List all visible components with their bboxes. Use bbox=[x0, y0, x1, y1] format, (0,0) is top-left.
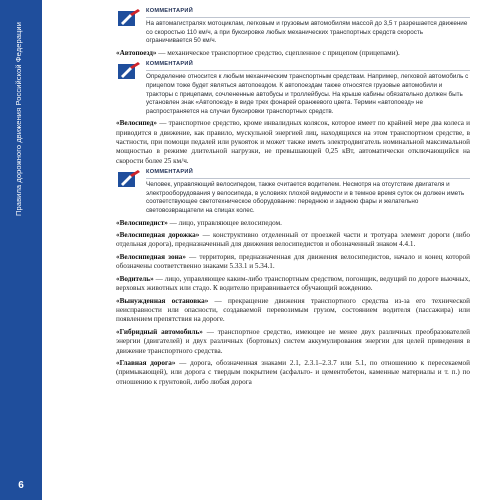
definition-text: — транспортное средство, кроме инвалидных колясок, которое имеет по крайней мере два колеса и приводится в движение, как правило, мускульной энергией лиц, находящихся на этом транспортном средстве, в частности, при помощи педалей или рукояток и может также иметь электродвигатель номинальной максимальной мощностью в режиме длительной нагрузки, не превышающей 0,25 кВт, автоматически отключающийся на скорости более 25 км/ч. bbox=[116, 119, 470, 165]
comment-text: Определение относится к любым механическим транспортным средствам. Например, легковой автомобиль с прицепом тоже будет являться автопоездом. К автопоездам также относятся грузовые автомобили и тракторы с прицепами, сочлененные автобусы и троллейбусы. На крыше кабины обязательно должен быть установлен знак «Автопоезд» в виде трех фонарей оранжевого цвета. Термин «автопоезд» не распространяется на случаи буксировки транспортных средств. bbox=[146, 73, 469, 115]
definition bbox=[116, 231, 470, 250]
definition bbox=[116, 253, 470, 272]
comment-label: КОММЕНТАРИЙ bbox=[146, 169, 470, 179]
definition-term: «Велосипедная зона» bbox=[116, 252, 186, 261]
definition-text: — лицо, управляющее каким-либо транспортным средством, погонщик, ведущий по дороге вьючных, верховых животных или стадо. К водителю приравнивается обучающий вождению. bbox=[116, 274, 470, 293]
definition bbox=[116, 49, 470, 58]
definition-text: — прекращение движения транспортного средства из-за его технической неисправности или опасности, создаваемой перевозимым грузом, состоянием водителя (пассажира) или появлением препятствия на дороге. bbox=[116, 296, 470, 324]
definition-term: «Водитель» bbox=[116, 274, 154, 283]
definition-text: — механическое транспортное средство, сцепленное с прицепом (прицепами). bbox=[156, 48, 400, 57]
definition-term: «Велосипедист» bbox=[116, 218, 168, 227]
definition bbox=[116, 328, 470, 356]
definition-term: «Вынужденная остановка» bbox=[116, 296, 209, 305]
page-number: 6 bbox=[18, 480, 24, 491]
definition-text: — дорога, обозначенная знаками 2.1, 2.3.1–2.3.7 или 5.1, по отношению к пересекаемой (примыкающей), или дорога с твердым покрытием (асфальто- и цементобетон, каменные материалы и т. п.) по отношению к грунтовой, либо любая дорога bbox=[116, 359, 470, 386]
definition bbox=[116, 119, 470, 165]
definition-text: — лицо, управляющее велосипедом. bbox=[167, 218, 282, 227]
definition bbox=[116, 297, 470, 325]
definition-text: — территория, предназначенная для движения велосипедистов, начало и конец которой обозначены соответственно знаками 5.33.1 и 5.34.1. bbox=[116, 252, 470, 271]
sidebar-strip bbox=[0, 0, 42, 500]
comment-box bbox=[116, 61, 470, 116]
comment-label: КОММЕНТАРИЙ bbox=[146, 61, 470, 71]
definition-text: — транспортное средство, имеющее не менее двух различных преобразователей энергии (двигателей) и двух различных (бортовых) систем аккумулирования энергии для целей приведения в движение транспортного средства. bbox=[116, 327, 470, 355]
comment-box bbox=[116, 8, 470, 46]
running-title: Правила дорожного движения Российской Федерации bbox=[14, 22, 23, 216]
comment-label: КОММЕНТАРИЙ bbox=[146, 8, 470, 18]
comment-pen-icon bbox=[118, 62, 140, 82]
definition-term: «Велосипед» bbox=[116, 119, 158, 128]
comment-text: Человек, управляющий велосипедом, также считается водителем. Несмотря на отсутствие двигателя и электрооборудования у велосипеда, в условиях плохой видимости и в темное время суток он должен иметь соответствующее светотехническое оборудование: переднюю и заднюю фары и желательно световозвращатели на спицах колес. bbox=[146, 181, 465, 214]
definition-term: «Главная дорога» bbox=[116, 359, 176, 368]
page-content bbox=[116, 8, 470, 390]
definition-text: — конструктивно отделенный от проезжей части и тротуара элемент дороги (либо отдельная дорога), предназначенный для движения велосипедистов и обозначенный знаком 4.4.1. bbox=[116, 231, 470, 249]
comment-pen-icon bbox=[118, 9, 140, 29]
comment-pen-icon bbox=[118, 170, 140, 190]
definition-term: «Автопоезд» bbox=[116, 48, 157, 57]
definition bbox=[116, 359, 470, 387]
comment-box bbox=[116, 169, 470, 215]
definition-term: «Гибридный автомобиль» bbox=[116, 327, 203, 336]
comment-text: На автомагистралях мотоциклам, легковым и грузовым автомобилям массой до 3,5 т разрешается движение со скоростью 110 км/ч, а при буксировке любых механических транспортных средств скорость ограничивается 50 км/ч. bbox=[146, 20, 468, 45]
definition bbox=[116, 219, 470, 228]
definition bbox=[116, 275, 470, 294]
definition-term: «Велосипедная дорожка» bbox=[116, 231, 200, 240]
